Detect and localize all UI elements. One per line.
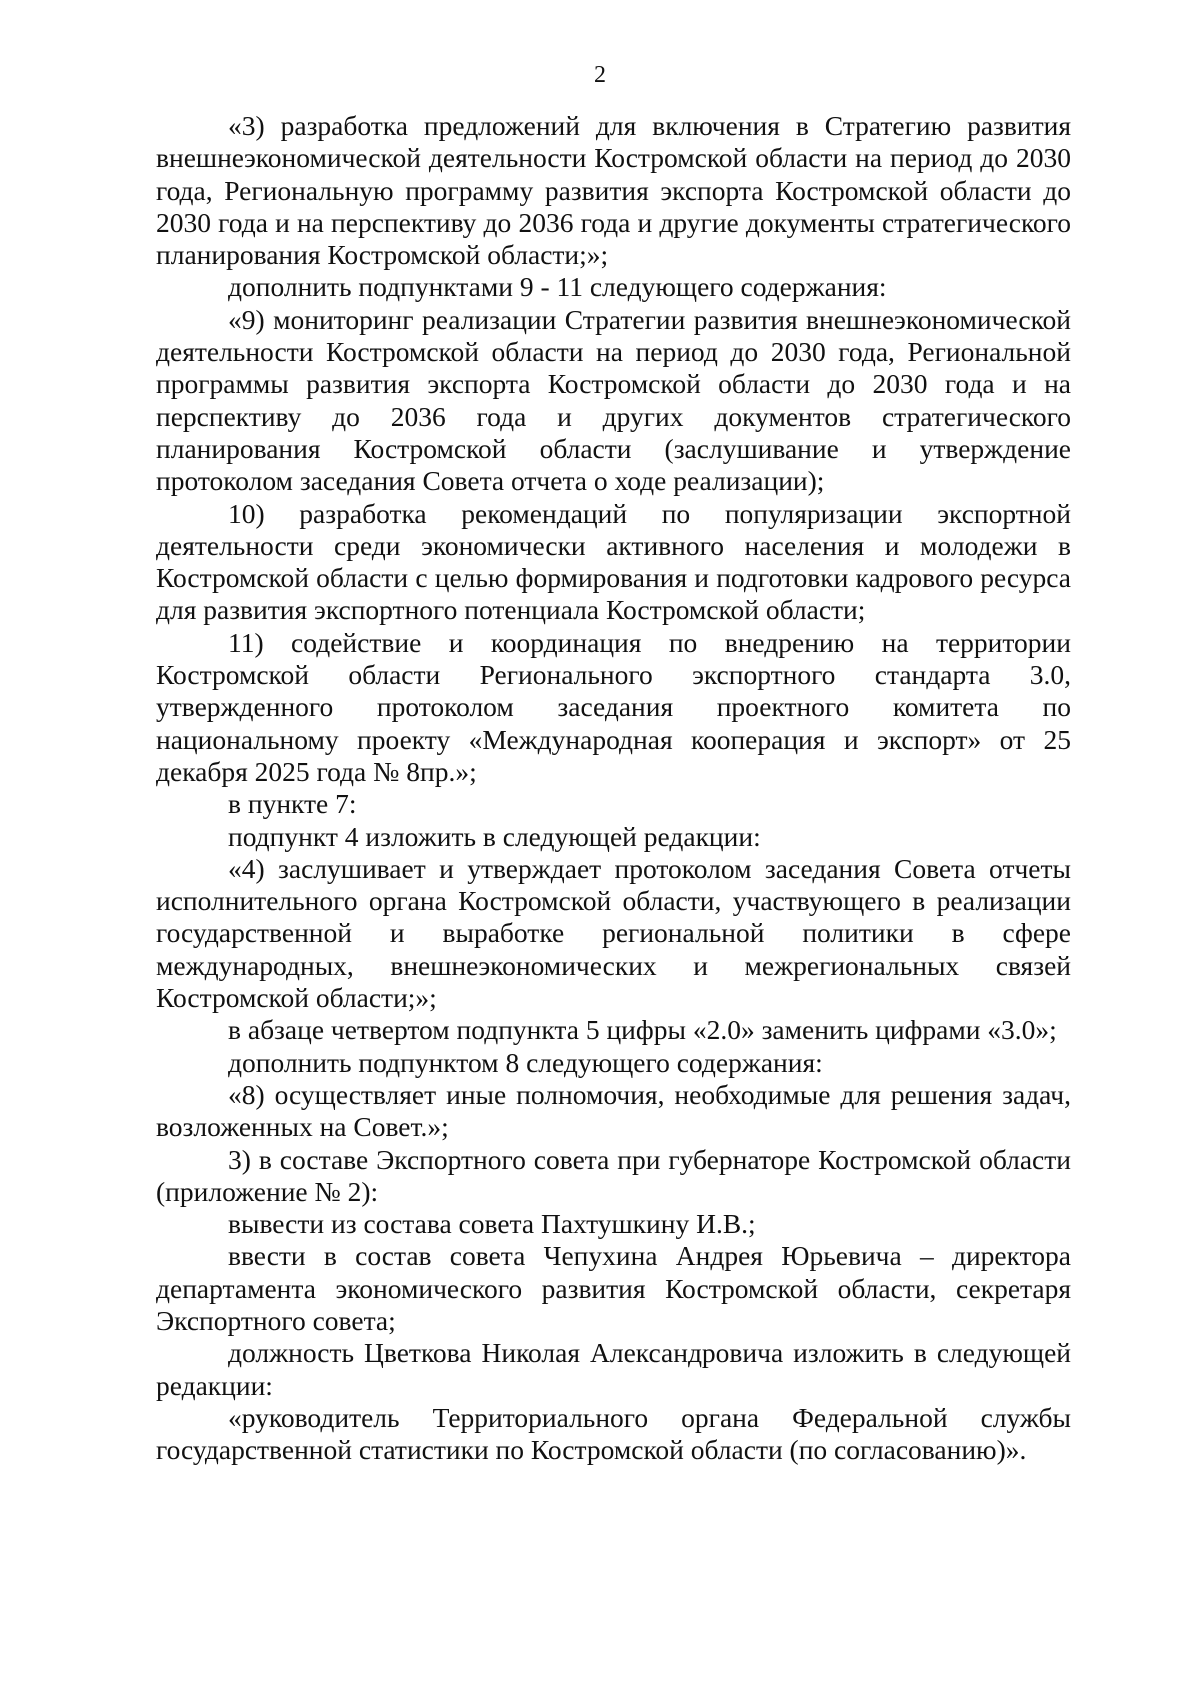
paragraph-position-text: «руководитель Территориального органа Федеральной службы государственной статистики по Костромской области (по согласованию)». [156,1401,1071,1466]
paragraph-position-change: должность Цветкова Николая Александровича изложить в следующей редакции: [156,1337,1071,1401]
paragraph-subitem-11: 11) содействие и координация по внедрению на территории Костромской области Регионального экспортного стандарта 3.0, утвержденного протоколом заседания проектного комитета по национальному проекту «Международная кооперация и экспорт» от 25 декабря 2025 года № 8пр.»; [156,626,1071,787]
paragraph-subitem-9: «9) мониторинг реализации Стратегии развития внешнеэкономической деятельности Костромской области на период до 2030 года, Региональной программы развития экспорта Костромской области до 2030 года и на перспективу до 2036 года и других документов стратегического планирования Костромской области (заслушивание и утверждение протоколом заседания Совета отчета о ходе реализации); [156,303,1071,497]
page-number: 2 [594,62,606,88]
paragraph-subitem-10: 10) разработка рекомендаций по популяризации экспортной деятельности среди экономически активного населения и молодежи в Костромской области с целью формирования и подготовки кадрового ресурса для развития экспортного потенциала Костромской области; [156,497,1071,626]
paragraph-subitem-5-change: в абзаце четвертом подпункта 5 цифры «2.0» заменить цифрами «3.0»; [228,1014,1057,1046]
paragraph-item-3-council: 3) в составе Экспортного совета при губернаторе Костромской области (приложение № 2): [156,1143,1071,1207]
paragraph-item-7: в пункте 7: [228,788,357,820]
paragraph-remove-member: вывести из состава совета Пахтушкину И.В.; [228,1208,756,1240]
paragraph-subitem-3: «3) разработка предложений для включения в Стратегию развития внешнеэкономической деятельности Костромской области на период до 2030 года, Региональную программу развития экспорта Костромской области до 2030 года и на перспективу до 2036 года и другие документы стратегического планирования Костромской области;»; [156,110,1071,271]
paragraph-subitem-4-intro: подпункт 4 изложить в следующей редакции: [228,820,761,852]
paragraph-add-subitem-8: дополнить подпунктом 8 следующего содержания: [228,1046,823,1078]
paragraph-subitem-8: «8) осуществляет иные полномочия, необходимые для решения задач, возложенных на Совет.»; [156,1078,1071,1143]
paragraph-subitem-4: «4) заслушивает и утверждает протоколом заседания Совета отчеты исполнительного органа Костромской области, участвующего в реализации государственной и выработке региональной политики в сфере международных, внешнеэкономических и межрегиональных связей Костромской области;»; [156,852,1071,1014]
document-body [156,110,1071,1466]
paragraph-add-member: ввести в состав совета Чепухина Андрея Юрьевича – директора департамента экономического развития Костромской области, секретаря Экспортного совета; [156,1240,1071,1336]
paragraph-add-subitems-9-11: дополнить подпунктами 9 - 11 следующего содержания: [228,271,887,303]
